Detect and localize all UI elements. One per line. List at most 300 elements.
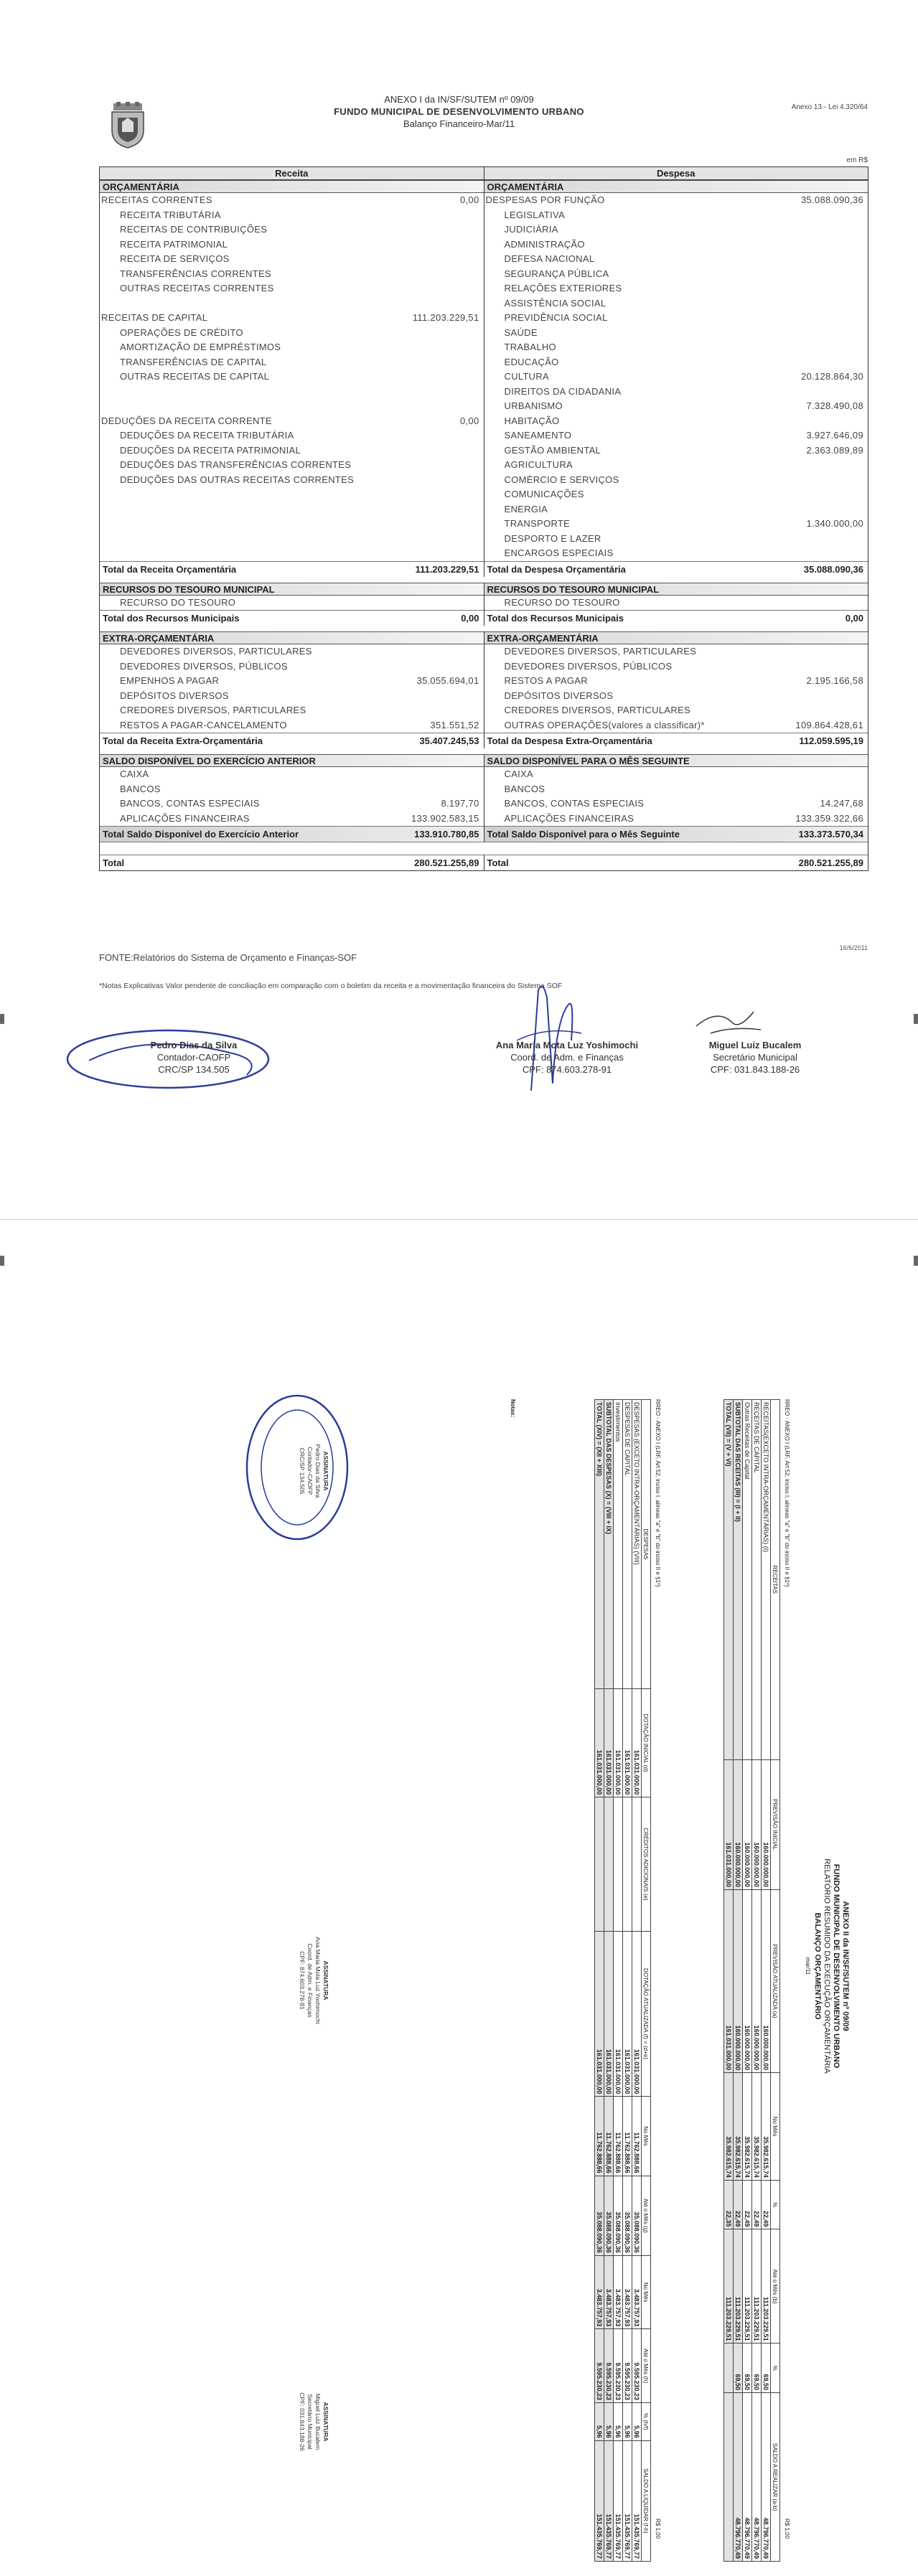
item-label: OUTRAS OPERAÇÕES(valores a classificar)* (504, 719, 705, 730)
report-title-line: FUNDO MUNICIPAL DE DESENVOLVIMENTO URBANO (832, 1863, 840, 2069)
assinatura-label: ASSINATURA (322, 1451, 329, 1491)
item-label: RECEITAS DE CAPITAL (101, 312, 208, 323)
totals-orcamentaria (100, 561, 868, 577)
list-item (100, 399, 484, 414)
table-cell: 161.031.000,00 (632, 1688, 642, 1797)
table-cell (595, 1797, 604, 1931)
signer-role: Contador-CAOFP (156, 1052, 231, 1063)
list-item (100, 370, 484, 385)
list-item (484, 674, 868, 689)
list-item (484, 355, 868, 370)
rows-saldo-anterior (100, 767, 484, 826)
item-label: SANEAMENTO (504, 430, 572, 441)
table-cell: 22,35 (724, 2180, 734, 2229)
table-cell: 11.762.888,66 (595, 2097, 604, 2176)
list-item (100, 443, 484, 459)
total-label: Total da Receita Orçamentária (103, 563, 237, 575)
table-cell: 161.031.000,00 (623, 1931, 632, 2097)
rotated-report (128, 1356, 850, 2576)
item-value (760, 546, 868, 561)
item-label: RECEITAS DE CONTRIBUIÇÕES (120, 224, 268, 235)
item-value (376, 703, 484, 718)
item-label: APLICAÇÕES FINANCEIRAS (504, 812, 634, 824)
item-value (760, 767, 868, 782)
table-row (595, 1400, 604, 2562)
list-item (484, 252, 868, 267)
table-cell: 35.088.090,36 (632, 2176, 642, 2255)
column-header: DOTAÇÃO ATUALIZADA (f) = (d+e) (642, 1931, 651, 2097)
item-label: DEVEDORES DIVERSOS, PÚBLICOS (120, 660, 288, 672)
table-cell: 9.595.230,23 (604, 2329, 614, 2403)
table-row (743, 1400, 752, 2562)
column-receita: Receita (100, 167, 484, 179)
list-item (484, 473, 868, 488)
despesas-table (594, 1399, 651, 2562)
page-balanco-orcamentario (0, 1220, 918, 2559)
section-tesouro (100, 583, 868, 611)
table-cell: DESPESAS (EXCETO INTRA-ORÇAMENTÁRIAS) (VIII) (632, 1400, 642, 1689)
signer-registration: CRC/SP 134.505 (299, 1447, 306, 1495)
list-item (484, 311, 868, 326)
table-cell: 3.483.757,93 (604, 2255, 614, 2329)
section-title: ORÇAMENTÁRIA (484, 180, 868, 193)
item-value (376, 596, 484, 611)
table-cell: 151.435.769,77 (623, 2440, 632, 2561)
grand-total-label: Total (487, 857, 509, 868)
rows-tesouro-despesa (484, 596, 868, 611)
table-cell: 111.203.229,51 (734, 2229, 743, 2344)
item-label: RECEITA TRIBUTÁRIA (120, 209, 221, 220)
item-value (376, 473, 484, 488)
signature-coordenadora (459, 1039, 675, 1076)
list-item (100, 252, 484, 267)
item-value: 0,00 (459, 415, 479, 426)
table-cell (724, 2344, 734, 2393)
list-item (484, 428, 868, 443)
column-header: PREVISÃO INICIAL (771, 1759, 780, 1889)
item-value (760, 487, 868, 502)
list-item (100, 532, 484, 547)
list-item (484, 487, 868, 502)
table-cell: 22,49 (734, 2180, 743, 2229)
rows-orcamentaria-receita (100, 193, 484, 561)
total-label: Total Saldo Disponível para o Mês Seguinte (487, 829, 680, 840)
column-header: SALDO A LIQUIDAR (f-h) (642, 2440, 651, 2561)
list-item (100, 296, 484, 311)
item-value (760, 502, 868, 517)
item-value: 111.203.229,51 (412, 312, 479, 323)
item-value: 2.195.166,58 (806, 675, 863, 686)
report-date: 16/6/2011 (839, 944, 868, 951)
item-value: 133.359.322,66 (795, 812, 863, 824)
table-cell: 161.031.000,00 (604, 1931, 614, 2097)
item-value (376, 340, 484, 355)
table-cell: Outras Receitas de Capital (743, 1400, 752, 1760)
report-title-line: RELATÓRIO RESUMIDO DA EXECUÇÃO ORÇAMENTÁRIA (823, 1858, 831, 2074)
table-cell: 35.088.090,36 (595, 2176, 604, 2255)
signer-role: Secretário Municipal (713, 1052, 797, 1063)
column-header: Até o Mês (g) (642, 2176, 651, 2255)
table-cell: RECEITAS DE CAPITAL (752, 1400, 762, 1760)
table-cell: 161.031.000,00 (614, 1931, 623, 2097)
item-value (760, 296, 868, 311)
table-cell: 35.982.615,74 (734, 2073, 743, 2181)
table-cell: 48.796.770,49 (752, 2393, 762, 2562)
signer-name: Miguel Luiz Bucalem (708, 1040, 802, 1050)
table-cell: 48.796.770,49 (762, 2393, 771, 2562)
item-value (760, 281, 868, 296)
header-line-title: Balanço Financeiro-Mar/11 (403, 118, 515, 129)
table-cell: 111.203.229,51 (743, 2229, 752, 2344)
totals-extra (100, 733, 868, 748)
section-saldo (100, 754, 868, 826)
signature-scribble-icon (689, 1005, 768, 1040)
margin-mark (0, 1256, 4, 1266)
table-cell: 35.982.615,74 (762, 2073, 771, 2181)
list-item (484, 326, 868, 341)
item-value: 8.197,70 (441, 798, 479, 809)
list-item (484, 238, 868, 253)
list-item (100, 193, 484, 208)
list-item (484, 546, 868, 561)
table-cell: DESPESAS DE CAPITAL (623, 1400, 632, 1689)
item-label: OUTRAS RECEITAS CORRENTES (120, 283, 274, 293)
list-item (484, 812, 868, 827)
section-title: RECURSOS DO TESOURO MUNICIPAL (484, 583, 868, 596)
list-item (484, 458, 868, 473)
table-cell: 151.435.769,77 (614, 2440, 623, 2561)
table-cell: 35.982.615,74 (743, 2073, 752, 2181)
header-line-fund: FUNDO MUNICIPAL DE DESENVOLVIMENTO URBANO (334, 106, 584, 117)
list-item (100, 689, 484, 704)
item-label: BANCOS, CONTAS ESPECIAIS (120, 798, 260, 809)
signer-role: Secretário Municipal (306, 2394, 314, 2450)
annex-reference: Anexo 13 - Lei 4.320/64 (791, 103, 868, 111)
list-item (100, 502, 484, 517)
item-value: 35.055.694,01 (416, 675, 479, 686)
table-cell: 160.000.000,00 (734, 1889, 743, 2072)
item-label: URBANISMO (504, 400, 563, 411)
item-value: 2.363.089,89 (806, 444, 863, 456)
item-value: 14.247,68 (820, 798, 863, 809)
total-value: 133.373.570,34 (798, 829, 863, 840)
rotated-signature-contador (298, 1421, 329, 1521)
total-value: 35.407.245,53 (419, 735, 479, 746)
item-value: 0,00 (459, 194, 479, 205)
receitas-header (771, 1400, 780, 2562)
item-label: OPERAÇÕES DE CRÉDITO (120, 326, 243, 338)
balance-column-headers (100, 167, 868, 180)
column-header: DESPESAS (642, 1400, 651, 1689)
table-cell: 22,49 (762, 2180, 771, 2229)
item-label (100, 487, 376, 502)
item-label: SEGURANÇA PÚBLICA (504, 268, 609, 279)
section-title: EXTRA-ORÇAMENTÁRIA (100, 631, 484, 644)
item-label: LEGISLATIVA (504, 209, 565, 220)
item-value (760, 311, 868, 326)
item-value (760, 782, 868, 797)
list-item (100, 596, 484, 611)
signer-role: Contador-CAOFP (306, 1447, 314, 1495)
item-value (376, 689, 484, 704)
table-row (752, 1400, 762, 2562)
rotated-signature-secretario (298, 2361, 329, 2483)
list-item (484, 644, 868, 659)
table-row (632, 1400, 642, 2562)
item-label: BANCOS (120, 783, 161, 794)
item-value (376, 487, 484, 502)
table-cell: 161.031.000,00 (595, 1931, 604, 2097)
column-header: % (771, 2180, 780, 2229)
item-value (376, 252, 484, 267)
item-label: RECEITA PATRIMONIAL (120, 238, 228, 250)
item-label: DEVEDORES DIVERSOS, PARTICULARES (120, 646, 312, 657)
table-cell: 151.435.769,77 (632, 2440, 642, 2561)
item-label: TRANSPORTE (504, 518, 571, 529)
item-value (376, 782, 484, 797)
item-label: DIREITOS DA CIDADANIA (504, 385, 622, 397)
item-label: EDUCAÇÃO (504, 356, 559, 367)
table-cell: 160.000.000,00 (762, 1889, 771, 2072)
section-title: ORÇAMENTÁRIA (100, 180, 484, 193)
list-item (484, 385, 868, 400)
item-value (376, 267, 484, 282)
list-item (100, 473, 484, 488)
item-value (376, 517, 484, 532)
list-item (484, 596, 868, 611)
list-item (484, 659, 868, 674)
table-cell: 161.031.000,00 (595, 1688, 604, 1797)
table-row (734, 1400, 743, 2562)
list-item (100, 812, 484, 827)
list-item (100, 385, 484, 400)
item-label: AGRICULTURA (504, 459, 573, 470)
item-value (376, 399, 484, 414)
item-label: ENCARGOS ESPECIAIS (504, 547, 614, 558)
table-cell: 11.762.888,66 (623, 2097, 632, 2176)
table-cell: 48.796.770,49 (734, 2393, 743, 2562)
table-cell: 5,96 (614, 2402, 623, 2440)
total-label: Total da Receita Extra-Orçamentária (103, 735, 263, 746)
item-value (760, 208, 868, 223)
item-label: GESTÃO AMBIENTAL (504, 444, 601, 456)
total-label: Total da Despesa Orçamentária (487, 563, 626, 575)
table-cell: 5,96 (604, 2402, 614, 2440)
item-label (100, 546, 376, 561)
item-value (760, 644, 868, 659)
signature-secretario (669, 1039, 841, 1076)
rows-tesouro-receita (100, 596, 484, 611)
item-value (760, 355, 868, 370)
grand-total-label: Total (103, 857, 125, 868)
table-cell (632, 1797, 642, 1931)
item-label: RECEITAS CORRENTES (101, 194, 212, 205)
unit-note: R$ 1,00 (655, 2519, 661, 2539)
list-item (484, 208, 868, 223)
item-label: BANCOS (504, 783, 545, 794)
totals-saldo (100, 826, 868, 842)
table-cell: 69,50 (762, 2344, 771, 2393)
item-value: 7.328.490,08 (806, 400, 863, 411)
table-cell: 160.000.000,00 (762, 1759, 771, 1889)
document-header (0, 93, 918, 130)
signature-scribble-icon (236, 1385, 358, 1550)
item-label: ENERGIA (504, 503, 548, 514)
table-cell: 22,49 (743, 2180, 752, 2229)
table-cell: 35.982.615,74 (752, 2073, 762, 2181)
margin-mark (0, 1014, 4, 1024)
receitas-body (724, 1400, 771, 2562)
item-label: ASSISTÊNCIA SOCIAL (504, 297, 606, 309)
section-orcamentaria (100, 180, 868, 561)
unit-note: R$ 1,00 (784, 2519, 790, 2539)
item-value (760, 252, 868, 267)
item-value (760, 532, 868, 547)
total-value: 0,00 (461, 613, 479, 624)
table-cell: 9.595.230,23 (614, 2329, 623, 2403)
assinatura-label: ASSINATURA (322, 2402, 329, 2442)
list-item (100, 659, 484, 674)
table-cell: 161.031.000,00 (604, 1688, 614, 1797)
table-cell: 161.031.000,00 (632, 1931, 642, 2097)
list-item (484, 703, 868, 718)
item-label: RESTOS A PAGAR (504, 675, 588, 686)
item-label (100, 532, 376, 547)
item-value (760, 689, 868, 704)
list-item (484, 222, 868, 238)
table-cell: 3.483.757,93 (614, 2255, 623, 2329)
table-cell: 111.203.229,51 (752, 2229, 762, 2344)
signer-registration: CPF: 874.603.278-91 (299, 1951, 306, 2010)
list-item (484, 767, 868, 782)
table-cell: 111.203.229,51 (762, 2229, 771, 2344)
report-period: mar/11 (805, 1957, 811, 1975)
table-cell: 5,96 (595, 2402, 604, 2440)
report-title-line: ANEXO II da IN/SF/SUTEM nº 09/09 (841, 1901, 850, 2031)
item-value (376, 326, 484, 341)
signer-role: Coord. de Adm. e Finanças (510, 1052, 624, 1063)
item-label: DEPÓSITOS DIVERSOS (120, 690, 229, 701)
section-extra-orcamentaria (100, 631, 868, 733)
column-despesa: Despesa (657, 168, 695, 179)
list-item (100, 487, 484, 502)
item-label: COMÉRCIO E SERVIÇOS (504, 474, 619, 485)
item-label: OUTRAS RECEITAS DE CAPITAL (120, 371, 270, 382)
item-value (760, 238, 868, 253)
list-item (484, 267, 868, 282)
list-item (100, 674, 484, 689)
item-label: CAIXA (504, 768, 534, 779)
header-line-annex: ANEXO I da IN/SF/SUTEM nº 09/09 (384, 94, 534, 105)
grand-total-value: 280.521.255,89 (798, 857, 863, 868)
table-cell: 3.483.757,93 (595, 2255, 604, 2329)
list-item (100, 311, 484, 326)
signer-name: Pedro Dias da Silva (314, 1444, 322, 1498)
section-title: RECURSOS DO TESOURO MUNICIPAL (100, 583, 484, 596)
item-value (376, 385, 484, 400)
table-cell (614, 1797, 623, 1931)
list-item (100, 782, 484, 797)
item-label: CREDORES DIVERSOS, PARTICULARES (504, 705, 690, 715)
item-value (760, 458, 868, 473)
item-label (100, 296, 376, 311)
total-label: Total Saldo Disponível do Exercício Anterior (103, 829, 299, 840)
report-title-line: BALANÇO ORÇAMENTÁRIO (813, 1912, 822, 2020)
item-label: DEVEDORES DIVERSOS, PARTICULARES (504, 646, 697, 657)
margin-mark (914, 1256, 918, 1266)
table-cell: 3.483.757,93 (623, 2255, 632, 2329)
grand-total (100, 855, 868, 870)
item-value (760, 659, 868, 674)
item-label: EMPENHOS A PAGAR (120, 675, 220, 686)
table-row (614, 1400, 623, 2562)
item-label: DEDUÇÕES DAS TRANSFERÊNCIAS CORRENTES (120, 459, 352, 470)
item-label: RECURSO DO TESOURO (504, 596, 620, 608)
total-label: Total dos Recursos Municipais (103, 613, 240, 624)
despesas-header (642, 1400, 651, 2562)
item-label: PREVIDÊNCIA SOCIAL (504, 312, 608, 323)
item-label: DEVEDORES DIVERSOS, PÚBLICOS (504, 660, 673, 672)
list-item (484, 532, 868, 547)
table-cell: 69,50 (734, 2344, 743, 2393)
balance-table (99, 166, 868, 871)
list-item (100, 208, 484, 223)
item-label: RECURSO DO TESOURO (120, 596, 236, 608)
list-item (484, 796, 868, 812)
item-value (376, 502, 484, 517)
item-value (760, 414, 868, 429)
item-value: 1.340.000,00 (806, 518, 863, 529)
item-label: APLICAÇÕES FINANCEIRAS (120, 812, 250, 824)
table-cell: 160.000.000,00 (743, 1759, 752, 1889)
column-header: CRÉDITOS ADICIONAIS (e) (642, 1797, 651, 1931)
table-row (623, 1400, 632, 2562)
rows-extra-receita (100, 644, 484, 733)
column-header: RECEITAS (771, 1400, 780, 1760)
table-cell: 160.000.000,00 (752, 1759, 762, 1889)
total-label: Total da Despesa Extra-Orçamentária (487, 735, 652, 746)
item-value: 133.902.583,15 (411, 812, 479, 824)
signer-registration: CRC/SP 134.505 (158, 1064, 230, 1075)
source-note: FONTE:Relatórios do Sistema de Orçamento e Finanças-SOF (99, 952, 357, 963)
total-value: 35.088.090,36 (803, 563, 863, 575)
receitas-table (723, 1399, 780, 2562)
item-value (376, 458, 484, 473)
table-cell: TOTAL (XIV) = (XII + XIII) (595, 1400, 604, 1689)
table-cell: SUBTOTAL DAS DESPESAS (X) = (VIII + IX) (604, 1400, 614, 1689)
item-value: 20.128.864,30 (800, 371, 863, 382)
column-header: Até o Mês (b) (771, 2229, 780, 2344)
item-value (376, 644, 484, 659)
list-item (484, 340, 868, 355)
item-label (100, 502, 376, 517)
list-item (100, 428, 484, 443)
table-cell: 5,96 (623, 2402, 632, 2440)
list-item (484, 414, 868, 429)
table-cell: 5,96 (632, 2402, 642, 2440)
currency-unit: em R$ (846, 156, 868, 164)
table-cell: Investimentos (614, 1400, 623, 1689)
list-item (100, 238, 484, 253)
column-header: No Mês (771, 2073, 780, 2181)
item-value (376, 546, 484, 561)
item-value (376, 238, 484, 253)
table-cell: 35.982.615,74 (724, 2073, 734, 2181)
rreo-note: RREO - ANEXO I (LRF, Art 52, inciso I, alíneas "a" e "b" do inciso II e §1º) (655, 1399, 661, 1587)
table-cell (604, 1797, 614, 1931)
signer-name: Pedro Dias da Silva (150, 1040, 238, 1050)
list-item (484, 399, 868, 414)
